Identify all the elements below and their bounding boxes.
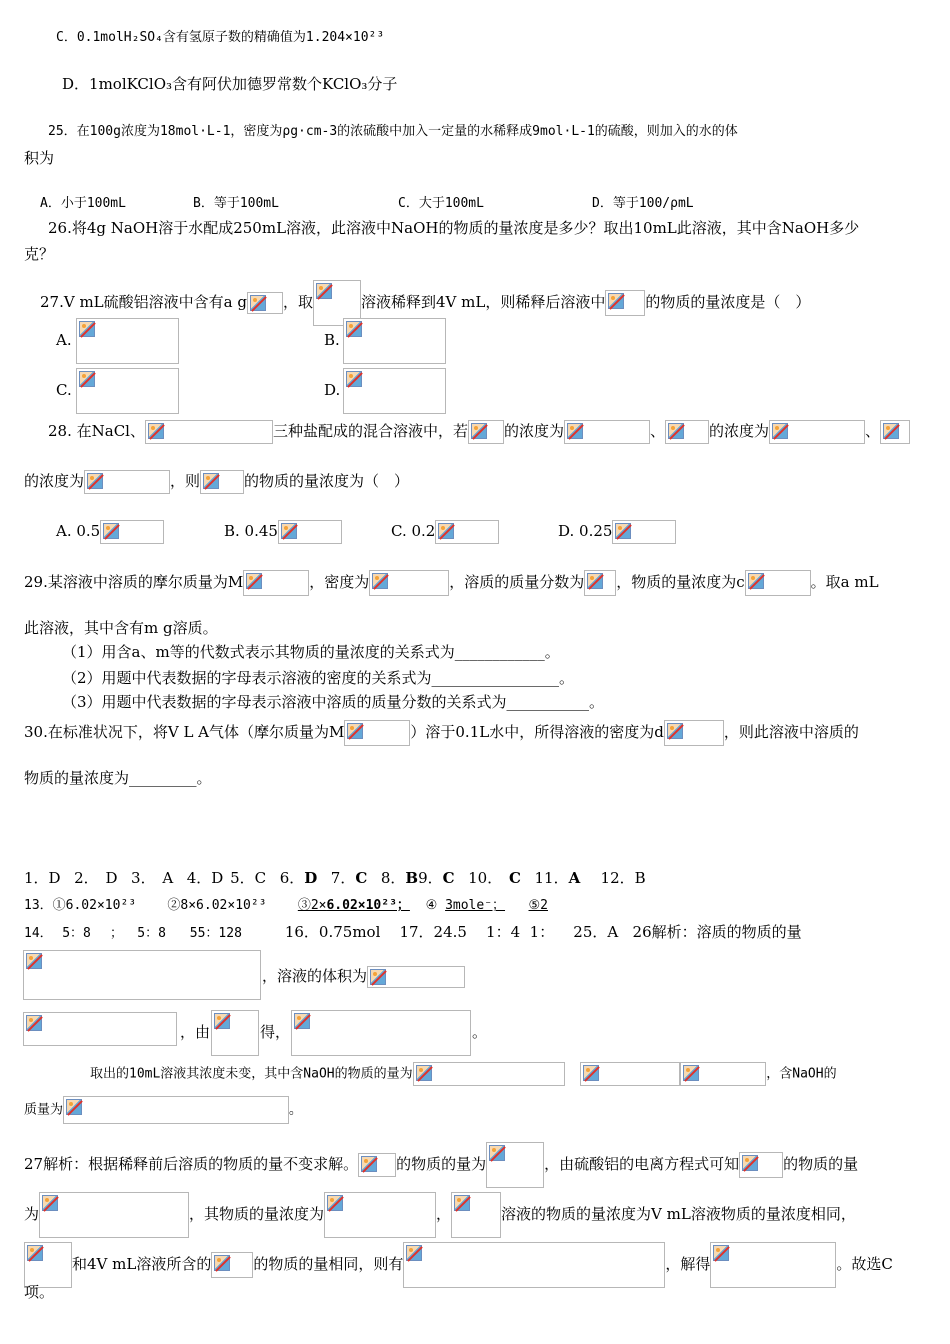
answer-13-3-value: 6.02×10²³； xyxy=(326,898,410,913)
formula-image-icon xyxy=(367,966,465,988)
answer-11: A xyxy=(568,869,581,887)
a26-line5 xyxy=(24,1096,302,1124)
q28-text-3: 的浓度为 xyxy=(503,422,564,440)
formula-image-icon xyxy=(247,292,283,314)
answer-row-1 xyxy=(24,868,646,888)
answer-13-4: ④ xyxy=(425,898,438,913)
formula-image-icon xyxy=(664,720,724,746)
a27-text-2: 的物质的量为 xyxy=(396,1155,487,1173)
formula-image-icon xyxy=(769,420,865,444)
formula-image-icon xyxy=(23,950,261,1000)
answer-2-num: 2． xyxy=(74,869,99,887)
answer-8-num: 8． xyxy=(380,869,406,887)
a27-text-1: 27解析：根据稀释前后溶质的物质的量不变求解。 xyxy=(24,1155,359,1173)
answer-13-3: ③2× xyxy=(297,898,327,913)
formula-image-icon xyxy=(76,318,179,364)
q28-option-c-text: C. 0.2 xyxy=(391,522,436,540)
a26-text-7: 质量为 xyxy=(24,1102,64,1118)
q28-text-7: 的浓度为 xyxy=(24,472,85,490)
q29-text-5: 。取a mL xyxy=(810,573,879,591)
q28-text-2: 三种盐配成的混合溶液中，若 xyxy=(272,422,468,440)
q29-stem-line2: 此溶液，其中含有m g溶质。 xyxy=(24,619,218,637)
q25-option-a: A．小于100mL xyxy=(40,196,126,211)
answer-14-2: 5：8 xyxy=(137,926,166,941)
q28-text-5: 的浓度为 xyxy=(709,422,770,440)
formula-image-icon xyxy=(739,1152,783,1178)
answer-16: 16．0.75mol xyxy=(284,923,381,941)
answer-2: D xyxy=(105,869,118,887)
answer-4: 4．D xyxy=(186,869,224,887)
a27-text-3: ，由硫酸铝的电离方程式可知 xyxy=(544,1155,740,1173)
q28-text-8: ，则 xyxy=(170,472,201,490)
answer-13-5: ⑤2 xyxy=(528,898,548,913)
answer-14-num: 14． xyxy=(24,926,53,941)
formula-image-icon xyxy=(343,368,446,414)
q24-option-c: C．0.1molH₂SO₄含有氢原子数的精确值为1.204×10²³ xyxy=(56,30,385,45)
answer-17-3: 1： xyxy=(529,923,555,941)
q27-option-c-label: C. xyxy=(56,381,72,399)
answer-11-num: 11． xyxy=(534,869,569,887)
q26-line1: 26.将4g NaOH溶于水配成250mL溶液，此溶液中NaOH的物质的量浓度是多少？取出10mL此溶液，其中含NaOH多少 xyxy=(48,219,860,237)
formula-image-icon xyxy=(278,520,342,544)
answer-14-sep: ； xyxy=(109,926,123,941)
q29-text-3: ，溶质的质量分数为 xyxy=(449,573,585,591)
answer-9-num: 9． xyxy=(418,869,443,887)
a27-text-9: 和4V mL溶液所含的 xyxy=(72,1255,212,1273)
q28-option-d-text: D. 0.25 xyxy=(558,522,613,540)
q25-line1: 25．在100g浓度为18mol·L-1，密度为ρg·cm-3的浓硫酸中加入一定量的水稀释成9mol·L-1的硫酸，则加入的水的体 xyxy=(48,124,738,139)
answer-6-num: 6． xyxy=(279,869,305,887)
formula-image-icon xyxy=(403,1242,665,1288)
formula-image-icon xyxy=(451,1192,501,1238)
answer-6: D xyxy=(304,869,318,887)
q29-text-4: ，物质的量浓度为c xyxy=(616,573,745,591)
q30-stem-line2: 物质的量浓度为_________。 xyxy=(24,769,212,787)
q27-text-2: ，取 xyxy=(282,293,313,311)
formula-image-icon xyxy=(435,520,499,544)
q28-option-a-text: A. 0.5 xyxy=(56,522,101,540)
answer-9: C xyxy=(442,869,455,887)
q30-text-1: 30.在标准状况下，将V L A气体（摩尔质量为M xyxy=(24,723,345,741)
formula-image-icon xyxy=(605,290,645,316)
q29-stem-line1 xyxy=(24,570,879,596)
formula-image-icon xyxy=(23,1012,177,1046)
formula-image-icon xyxy=(100,520,164,544)
formula-image-icon xyxy=(324,1192,436,1238)
formula-image-icon xyxy=(486,1142,544,1188)
formula-image-icon xyxy=(413,1062,565,1086)
a26-line4 xyxy=(90,1062,837,1086)
a26-line2 xyxy=(262,966,465,988)
formula-image-icon xyxy=(211,1010,259,1056)
a27-text-7: ， xyxy=(436,1205,452,1223)
q29-sub-3: （3）用题中代表数据的字母表示溶液中溶质的质量分数的关系式为___________。 xyxy=(62,693,605,711)
a27-line4: 项。 xyxy=(24,1283,55,1301)
answer-12: 12．B xyxy=(600,869,646,887)
q30-text-3: ，则此溶液中溶质的 xyxy=(723,723,859,741)
formula-image-icon xyxy=(211,1252,253,1278)
q28-option-d xyxy=(558,520,676,544)
a26-text-3: 得， xyxy=(260,1023,291,1041)
a27-line3 xyxy=(24,1242,893,1288)
a27-text-6: ，其物质的量浓度为 xyxy=(189,1205,325,1223)
answer-13-2: ②8×6.02×10²³ xyxy=(167,898,267,913)
q28-option-c xyxy=(391,520,499,544)
formula-image-icon xyxy=(468,420,504,444)
a27-text-11: ，解得 xyxy=(665,1255,711,1273)
answer-26-start: 26解析：溶质的物质的量 xyxy=(632,923,802,941)
q27-option-d-label: D. xyxy=(324,381,341,399)
formula-image-icon xyxy=(39,1192,189,1238)
formula-image-icon xyxy=(745,570,811,596)
answer-13-4-value: 3mole⁻； xyxy=(445,898,506,913)
answer-1: 1．D xyxy=(24,869,61,887)
answer-25: 25．A xyxy=(573,923,619,941)
q27-text-1: 27.V mL硫酸铝溶液中含有a g xyxy=(40,293,247,311)
answer-17: 17．24.5 xyxy=(399,923,467,941)
q30-text-2: ）溶于0.1L水中，所得溶液的密度为d xyxy=(410,723,664,741)
q28-option-b xyxy=(224,520,342,544)
formula-image-icon xyxy=(76,368,179,414)
a26-text-2: ，由 xyxy=(180,1023,211,1041)
answer-10: C xyxy=(509,869,521,887)
q27-text-3: 溶液稀释到4V mL，则稀释后溶液中 xyxy=(360,293,606,311)
formula-image-icon xyxy=(584,570,616,596)
a27-text-10: 的物质的量相同，则有 xyxy=(253,1255,404,1273)
a27-line2 xyxy=(24,1192,856,1238)
a26-text-8: 。 xyxy=(289,1102,303,1118)
formula-image-icon xyxy=(63,1096,289,1124)
a27-text-5: 为 xyxy=(24,1205,40,1223)
formula-image-icon xyxy=(243,570,309,596)
q29-text-2: ，密度为 xyxy=(309,573,370,591)
q29-sub-1: （1）用含a、m等的代数式表示其物质的量浓度的关系式为____________。 xyxy=(62,643,560,661)
formula-image-icon xyxy=(145,420,273,444)
answer-7: C xyxy=(355,869,368,887)
formula-image-icon xyxy=(344,720,410,746)
answer-17-2: 1：4 xyxy=(486,923,521,941)
formula-image-icon xyxy=(84,470,170,494)
formula-image-icon xyxy=(358,1153,396,1177)
q25-option-b: B．等于100mL xyxy=(193,196,279,211)
formula-image-icon xyxy=(880,420,910,444)
a27-text-12: 。故选C xyxy=(836,1255,893,1273)
q24-option-d: D．1molKClO₃含有阿伏加德罗常数个KClO₃分子 xyxy=(62,75,398,93)
q28-stem-line2 xyxy=(24,470,409,494)
answer-10-num: 10． xyxy=(468,869,503,887)
q28-stem-line1 xyxy=(48,420,910,444)
formula-image-icon xyxy=(291,1010,471,1056)
q29-sub-2: （2）用题中代表数据的字母表示溶液的密度的关系式为_________________。 xyxy=(62,669,575,687)
q25-option-c: C．大于100mL xyxy=(398,196,484,211)
q28-text-9: 的物质的量浓度为（ ） xyxy=(244,472,410,490)
formula-image-icon xyxy=(665,420,709,444)
answer-3-num: 3． xyxy=(131,869,156,887)
q28-text-4: 、 xyxy=(650,422,666,440)
answer-14-3: 55：128 xyxy=(189,926,242,941)
q27-option-b-label: B. xyxy=(324,331,340,349)
q26-line2: 克？ xyxy=(24,245,55,263)
a26-text-5: 取出的10mL溶液其浓度未变，其中含NaOH的物质的量为 xyxy=(90,1066,413,1082)
formula-image-icon xyxy=(580,1062,680,1086)
a27-text-4: 的物质的量 xyxy=(783,1155,859,1173)
formula-image-icon xyxy=(343,318,446,364)
formula-image-icon xyxy=(612,520,676,544)
q29-text-1: 29.某溶液中溶质的摩尔质量为M xyxy=(24,573,244,591)
answer-7-num: 7． xyxy=(330,869,356,887)
answer-3: A xyxy=(162,869,174,887)
formula-image-icon xyxy=(680,1062,766,1086)
q25-line2: 积为 xyxy=(24,149,55,167)
q28-option-a xyxy=(56,520,164,544)
formula-image-icon xyxy=(564,420,650,444)
a26-text-4: 。 xyxy=(472,1023,488,1041)
a26-text-1: ，溶液的体积为 xyxy=(262,967,368,985)
q25-option-d: D．等于100/ρmL xyxy=(592,196,694,211)
answer-row-3 xyxy=(24,922,802,944)
q30-stem-line1 xyxy=(24,720,859,746)
formula-image-icon xyxy=(710,1242,836,1288)
formula-image-icon xyxy=(200,470,244,494)
answer-13-1: 13．①6.02×10²³ xyxy=(24,898,137,913)
answer-5: 5．C xyxy=(230,869,267,887)
a27-text-8: 溶液的物质的量浓度为V mL溶液物质的量浓度相同， xyxy=(501,1205,856,1223)
a26-text-6: ，含NaOH的 xyxy=(766,1066,837,1082)
answer-8: B xyxy=(405,869,419,887)
answer-14-1: 5：8 xyxy=(62,926,91,941)
q28-text-6: 、 xyxy=(865,422,881,440)
answer-row-2 xyxy=(24,896,548,916)
q27-option-a-label: A. xyxy=(56,331,72,349)
formula-image-icon xyxy=(369,570,449,596)
q27-text-4: 的物质的量浓度是（ ） xyxy=(645,293,811,311)
a27-line1 xyxy=(24,1142,858,1188)
q28-text-1: 28. 在NaCl、 xyxy=(48,422,145,440)
q28-option-b-text: B. 0.45 xyxy=(224,522,278,540)
